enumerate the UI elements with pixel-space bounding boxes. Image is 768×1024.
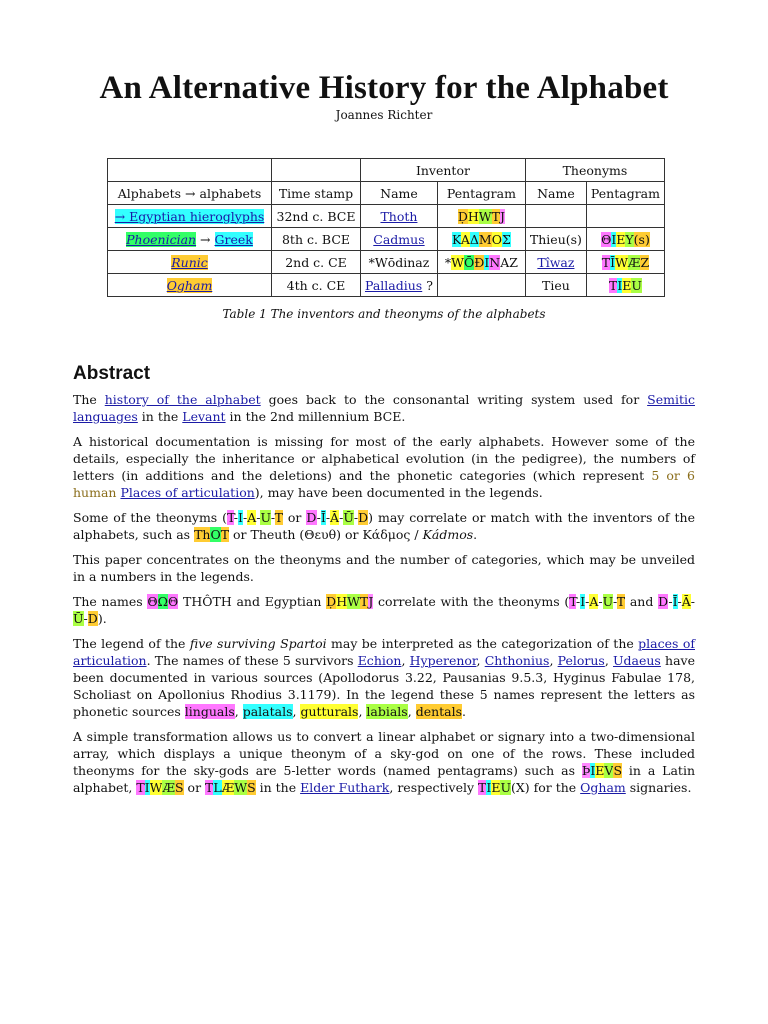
pentagram-letter: Ō	[463, 254, 475, 270]
letter: W	[347, 594, 360, 609]
text: and	[625, 594, 659, 609]
category-text: labials	[366, 704, 408, 719]
text: or	[282, 510, 307, 525]
letter: T	[274, 510, 283, 525]
letter: Ū	[343, 510, 354, 525]
text: A historical documentation is missing for most of the early alphabets. However some of the details, especially the inheritance or alphabetical evolution (in the pedigree), the numbers of letters (in additions and the deletions) and the phonetic categories (which represent	[73, 434, 695, 483]
header-theonyms: Theonyms	[525, 159, 664, 182]
letter: Th	[194, 527, 211, 542]
alphabet-link-phoenician[interactable]: Phoenician	[126, 231, 197, 247]
pentagram-letter: AZ	[500, 254, 518, 270]
pentagram-letter: I	[484, 254, 490, 270]
time-cell: 2nd c. CE	[272, 251, 361, 274]
pentagram-letter: I	[611, 231, 617, 247]
text: , respectively	[389, 780, 479, 795]
text: ) may correlate or match with the inventors of the alphabets, such as	[73, 510, 695, 542]
text: in the 2nd millennium BCE.	[225, 409, 406, 424]
alphabet-cell	[108, 274, 272, 297]
category-text: dentals	[415, 704, 463, 719]
letter: T	[220, 527, 230, 542]
text: The legend of the	[73, 636, 190, 651]
text: have been documented in various sources (Apollodorus 3.22, Pausanias 9.5.3, Hyginus Fabulae 178, Scholiast on Apollonius Rhodius 3.1179). In the legend these 5 names represent the letters as phonetic sources	[73, 653, 696, 719]
pentagram-letter: H	[467, 208, 479, 224]
header-empty-cell	[108, 159, 272, 182]
text: or	[183, 780, 206, 795]
text: THÔTH and Egyptian	[178, 594, 327, 609]
letter: T	[359, 594, 369, 609]
paragraph-1	[73, 391, 695, 425]
letter: E	[595, 763, 605, 778]
table-row	[108, 205, 665, 228]
table-header-row-1	[108, 159, 665, 182]
inventor-link-cadmus[interactable]: Cadmus	[373, 231, 425, 247]
pentagram-letter: T	[491, 208, 500, 224]
inventor-cell: *Wōdinaz	[361, 251, 438, 274]
letter: W	[234, 780, 248, 795]
link-hyperenor[interactable]: Hyperenor	[409, 653, 477, 668]
letter: Æ	[221, 780, 235, 795]
category-text: palatals	[242, 704, 293, 719]
link-echion[interactable]: Echion	[357, 653, 402, 668]
inventor-cell	[361, 205, 438, 228]
theonym-cell	[525, 205, 586, 228]
header-name-2: Name	[525, 182, 586, 205]
letter: Ū	[73, 611, 84, 626]
text: ).	[97, 611, 107, 626]
text: ), may have been documented in the legends.	[254, 485, 543, 500]
header-inventor: Inventor	[361, 159, 526, 182]
header-pentagram: Pentagram	[437, 182, 525, 205]
letter: I	[590, 763, 596, 778]
pentagram-letter: M	[478, 231, 492, 247]
link-places-of-articulation-2[interactable]: places of articulation	[73, 636, 695, 668]
letter: Ā	[330, 510, 340, 525]
abstract-heading: Abstract	[73, 363, 151, 384]
letter: I	[486, 780, 492, 795]
paragraph-4: This paper concentrates on the theonyms and the number of categories, which may be unveiled in a numbers in the legends.	[73, 552, 695, 584]
letter: Ḍ	[326, 594, 337, 609]
theonym-pentagram-cell	[586, 205, 664, 228]
text: The names	[73, 594, 148, 609]
paragraph-3: Some of the theonyms (T-I-A-U-T or D-Ī-Ā-Ū-D) may correlate or match with the inventors of the alphabets, such as ThOT or Theuth (Θευθ) or Κάδμος / Kádmos.	[73, 510, 695, 542]
text: .	[462, 704, 467, 719]
letter: Ω	[157, 594, 169, 609]
letter: S	[247, 780, 256, 795]
alphabet-cell	[108, 205, 272, 228]
letter: U	[602, 594, 613, 609]
paragraph-7	[73, 728, 695, 796]
number-text: 5 or 6 human	[73, 468, 695, 500]
letter: A	[589, 594, 599, 609]
theonym-cell	[525, 251, 586, 274]
letter: U	[500, 780, 511, 795]
letter: D	[87, 611, 98, 626]
pentagram-letter: Ī	[610, 254, 616, 270]
header-pentagram-2: Pentagram	[586, 182, 664, 205]
text: . The names of these 5 survivors	[146, 653, 358, 668]
pentagram-letter: K	[452, 231, 461, 247]
time-cell: 8th c. BCE	[272, 228, 361, 251]
pentagram-letter: T	[601, 254, 611, 270]
text: in the	[137, 409, 183, 424]
theonym-cell: Tieu	[525, 274, 586, 297]
letter: T	[569, 594, 576, 609]
alphabet-link-runic[interactable]: Runic	[171, 254, 208, 270]
pentagram-letter: I	[617, 277, 623, 293]
header-timestamp: Time stamp	[272, 182, 361, 205]
alphabet-table	[107, 158, 665, 297]
arrow-text: →	[196, 231, 215, 247]
pentagram-cell	[437, 251, 525, 274]
pentagram-letter: Ḍ	[457, 208, 468, 224]
text: may be interpreted as the categorization of the	[326, 636, 639, 651]
pentagram-prefix: *	[444, 254, 452, 270]
letter: T	[478, 780, 487, 795]
letter: T	[205, 780, 214, 795]
pentagram-letter: Δ	[469, 231, 479, 247]
pentagram-letter: E	[616, 231, 626, 247]
document-title: An Alternative History for the Alphabet	[99, 70, 669, 106]
pentagram-letter: Æ	[627, 254, 641, 270]
letter: U	[260, 510, 271, 525]
theonym-pentagram-cell	[586, 228, 664, 251]
letter: Ī	[672, 594, 678, 609]
author-name: Joannes Richter	[335, 108, 433, 122]
letter: D	[358, 510, 369, 525]
text: or Theuth (Θευθ) or Κάδμος /	[229, 527, 423, 542]
letter: Æ	[162, 780, 175, 795]
paragraph-5: The names ΘΩΘ THÔTH and Egyptian ḌHWTJ correlate with the theonyms (T-I-A-U-T and D-Ī-Ā-Ū-D).	[73, 594, 696, 626]
paragraph-2	[73, 433, 695, 501]
pentagram-cell	[437, 274, 525, 297]
letter: S	[175, 780, 184, 795]
letter: J	[368, 594, 374, 609]
letter: T	[136, 780, 145, 795]
table-header-row-2	[108, 182, 665, 205]
link-pelorus[interactable]: Pelorus	[557, 653, 605, 668]
pentagram-letter: N	[489, 254, 501, 270]
inventor-link-thoth[interactable]: Thoth	[380, 208, 418, 224]
inventor-cell	[361, 228, 438, 251]
table-row	[108, 251, 665, 274]
letter: D	[306, 510, 317, 525]
text: five surviving Spartoi	[189, 636, 327, 651]
alphabet-link-ogham[interactable]: Ogham	[166, 277, 213, 293]
letter: S	[613, 763, 623, 778]
text: in the	[255, 780, 301, 795]
letter: H	[336, 594, 348, 609]
link-history-of-alphabet[interactable]: history of the alphabet	[104, 392, 261, 407]
pentagram-letter: T	[608, 277, 618, 293]
letter: Ī	[320, 510, 326, 525]
letter: I	[580, 594, 586, 609]
paragraph-6: The legend of the five surviving Spartoi may be interpreted as the categorization of the places of articulation. The names of these 5 survivors Echion, Hyperenor, Chthonius, Pelorus, Udaeus have been documented in various sources (Apollodorus 3.22, Pausanias 9.5.3, Hyginus Fabulae 178, Scholiast on Apollonius Rhodius 3.1179). In the legend these 5 names represent the letters as phonetic sources linguals, palatals, gutturals, labials, dentals.	[73, 636, 696, 719]
alphabet-cell	[108, 251, 272, 274]
letter: I	[144, 780, 150, 795]
pentagram-letter: (s)	[633, 231, 650, 247]
pentagram-letter: W	[615, 254, 628, 270]
theonym-pentagram-cell	[586, 251, 664, 274]
category-text: linguals	[184, 704, 235, 719]
table-row	[108, 228, 665, 251]
pentagram-letter: O	[491, 231, 502, 247]
header-empty-cell	[272, 159, 361, 182]
header-name: Name	[361, 182, 438, 205]
link-chthonius[interactable]: Chthonius	[484, 653, 550, 668]
text: in a Latin alphabet,	[73, 763, 695, 795]
pentagram-cell	[437, 205, 525, 228]
link-levant[interactable]: Levant	[182, 409, 226, 424]
letter: L	[213, 780, 222, 795]
theonym-link-tiwaz[interactable]: Tîwaz	[537, 254, 575, 270]
text: A simple transformation allows us to convert a linear alphabet or signary into a two-dimensional array, which displays a unique theonym of a sky-god on one of the rows. These included theonyms for the sky-gods are 5-letter words (named pentagrams) such as	[73, 729, 695, 778]
pentagram-letter: J	[499, 208, 505, 224]
text: correlate with the theonyms (	[373, 594, 570, 609]
inventor-link-palladius[interactable]: Palladius	[365, 277, 423, 293]
pentagram-letter: A	[460, 231, 470, 247]
letter: Þ	[581, 763, 591, 778]
time-cell: 4th c. CE	[272, 274, 361, 297]
text: .	[473, 527, 478, 542]
category-text: gutturals	[300, 704, 359, 719]
text: goes back to the consonantal writing system used for	[260, 392, 648, 407]
letter: Ā	[681, 594, 691, 609]
letter: Θ	[168, 594, 179, 609]
letter: I	[238, 510, 243, 525]
link-udaeus[interactable]: Udaeus	[613, 653, 661, 668]
header-alphabets: Alphabets → alphabets	[108, 182, 272, 205]
link-places-of-articulation[interactable]: Places of articulation	[120, 485, 255, 500]
letter: A	[247, 510, 257, 525]
letter: Θ	[147, 594, 158, 609]
table-caption: Table 1 The inventors and theonyms of the alphabets	[222, 307, 546, 321]
pentagram-cell	[437, 228, 525, 251]
text: Kádmos	[422, 527, 474, 542]
text: (X) for the	[511, 780, 581, 795]
pentagram-letter: W	[451, 254, 464, 270]
pentagram-letter: Σ	[501, 231, 511, 247]
pentagram-letter: Ð	[474, 254, 485, 270]
letter: T	[227, 510, 234, 525]
alphabet-cell	[108, 228, 272, 251]
pentagram-letter: Θ	[601, 231, 612, 247]
link-semitic-languages[interactable]: Semitic languages	[73, 392, 695, 424]
pentagram-letter: Y	[625, 231, 634, 247]
pentagram-letter: Z	[640, 254, 650, 270]
pentagram-letter: U	[631, 277, 642, 293]
letter: T	[616, 594, 626, 609]
theonym-cell: Thieu(s)	[525, 228, 586, 251]
letter: W	[149, 780, 163, 795]
link-ogham[interactable]: Ogham	[580, 780, 626, 795]
pentagram-letter: W	[478, 208, 492, 224]
theonym-pentagram-cell	[586, 274, 664, 297]
letter: V	[604, 763, 614, 778]
table-row	[108, 274, 665, 297]
alphabet-link-greek[interactable]: Greek	[214, 231, 253, 247]
letter: E	[491, 780, 501, 795]
pentagram-letter: E	[622, 277, 632, 293]
time-cell: 32nd c. BCE	[272, 205, 361, 228]
alphabet-link-egyptian[interactable]: → Egyptian hieroglyphs	[114, 208, 265, 224]
link-elder-futhark[interactable]: Elder Futhark	[300, 780, 390, 795]
text: The	[73, 392, 105, 407]
text: signaries.	[625, 780, 692, 795]
letter: D	[658, 594, 669, 609]
inventor-cell	[361, 274, 438, 297]
inventor-suffix: ?	[422, 277, 433, 293]
text: Some of the theonyms (	[73, 510, 228, 525]
letter: O	[210, 527, 221, 542]
abstract-body	[73, 391, 695, 804]
